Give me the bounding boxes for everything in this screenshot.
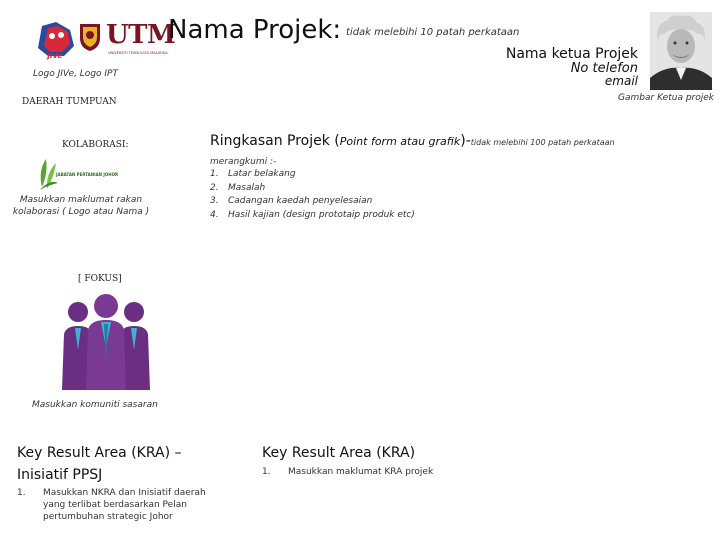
summary-title-main: Ringkasan Projek ( (210, 133, 340, 149)
partner-logo (36, 157, 119, 193)
summary-title-italic: Point form atau grafik (339, 135, 461, 148)
summary-item-number: 4. (210, 209, 219, 220)
summary-item-text: Masalah (228, 182, 266, 193)
summary-item (210, 182, 415, 196)
utm-crest-icon (78, 22, 102, 52)
collaboration-label: KOLABORASI: (62, 140, 129, 150)
area-label: DAERAH TUMPUAN (22, 97, 117, 107)
leader-email[interactable]: email (604, 74, 638, 88)
summary-item-number: 1. (210, 169, 219, 179)
svg-text:JABATAN PERTANIAN JOHOR: JABATAN PERTANIAN JOHOR (56, 172, 119, 177)
kra-item-number: 1. (262, 467, 271, 477)
summary-item-number: 3. (210, 196, 219, 206)
focus-label: [ FOKUS] (78, 274, 122, 284)
leader-photo-caption: Gambar Ketua projek (618, 93, 714, 103)
project-title-hint: tidak melebihi 10 patah perkataan (346, 27, 520, 38)
summary-item (210, 209, 415, 223)
summary-item (210, 168, 415, 182)
kra-initiative-list (17, 487, 217, 523)
utm-wordmark: UTM (106, 20, 176, 50)
summary-intro: merangkumi :- (210, 157, 277, 167)
jive-logo (34, 18, 78, 60)
collaboration-caption: Masukkan maklumat rakan kolaborasi ( Logo atau Nama ) (12, 195, 150, 217)
summary-title (210, 133, 615, 149)
summary-item-text: Hasil kajian (design prototaip produk etc) (228, 209, 415, 220)
summary-item-text: Cadangan kaedah penyelesaian (228, 196, 373, 206)
kra-title: Key Result Area (KRA) (262, 445, 416, 461)
kra-initiative-item-number: 1. (17, 488, 26, 498)
kra-item-text: Masukkan maklumat KRA projek (288, 467, 434, 477)
summary-item-number: 2. (210, 182, 219, 193)
leader-photo[interactable] (650, 12, 712, 90)
community-group-icon (56, 290, 156, 390)
kra-list (262, 466, 433, 478)
project-title[interactable]: Nama Projek: (168, 15, 342, 45)
kra-initiative-item (17, 487, 217, 523)
utm-subtext: UNIVERSITI TEKNOLOGI MALAYSIA (108, 51, 168, 55)
leader-name[interactable]: Nama ketua Projek (505, 46, 638, 62)
leader-phone[interactable]: No telefon (570, 61, 638, 76)
kra-initiative-item-text: Masukkan NKRA dan Inisiatif daerah yang terlibat berdasarkan Pelan pertumbuhan strategic Johor (43, 488, 206, 522)
summary-item (210, 195, 415, 209)
svg-text:JIVe: JIVe (47, 52, 62, 60)
summary-title-close: )- (460, 133, 471, 149)
summary-item-text: Latar belakang (228, 169, 296, 179)
logo-caption: Logo JIVe, Logo IPT (33, 69, 118, 79)
summary-title-note: tidak melebihi 100 patah perkataan (470, 138, 615, 147)
kra-item (262, 466, 433, 478)
summary-list (210, 168, 415, 222)
kra-initiative-title: Key Result Area (KRA) – Inisiatif PPSJ (17, 445, 182, 483)
community-caption: Masukkan komuniti sasaran (32, 400, 158, 410)
